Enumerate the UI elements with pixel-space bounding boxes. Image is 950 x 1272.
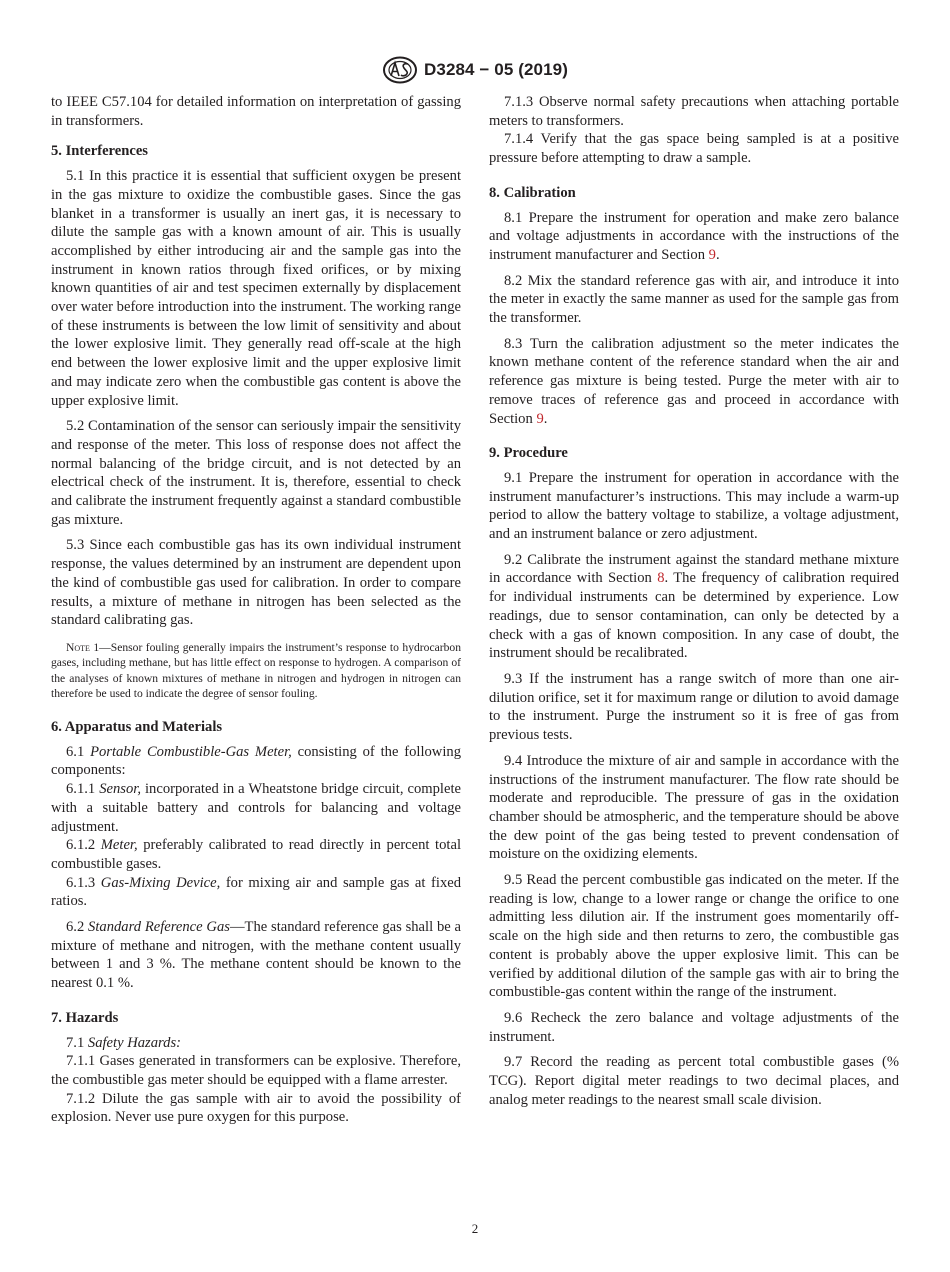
- astm-logo-icon: [382, 56, 418, 84]
- section-heading-8: 8. Calibration: [489, 184, 576, 201]
- note-text: —Sensor fouling generally impairs the instrument’s response to hydrocarbon gases, including methane, but has little effect on response to hydrogen. A comparison of the analyses of known mixtures of methane in nitrogen and hydrogen in nitrogen can therefore be used to indicate the degree of sensor fouling.: [51, 640, 461, 701]
- paragraph-7-1-4: 7.1.4 Verify that the gas space being sampled is at a positive pressure before attempting to draw a sample.: [489, 131, 899, 167]
- paragraph-7-1-3: 7.1.3 Observe normal safety precautions when attaching portable meters to transformers.: [489, 94, 899, 129]
- paragraph-6-1-2: 6.1.2 Meter, preferably calibrated to read directly in percent total combustible gases.: [51, 837, 461, 872]
- paragraph-9-7: 9.7 Record the reading as percent total combustible gases (% TCG). Report digital meter readings to two decimal places, and analog meter readings to the nearest small scale division.: [489, 1054, 899, 1108]
- section-heading-6: 6. Apparatus and Materials: [51, 718, 223, 735]
- section-heading-9: 9. Procedure: [489, 445, 568, 462]
- paragraph-6-1-1: 6.1.1 Sensor, incorporated in a Wheatstone bridge circuit, complete with a suitable battery and controls for balancing and voltage adjustment.: [51, 781, 461, 835]
- section-heading-7: 7. Hazards: [51, 1009, 119, 1026]
- section-9-link[interactable]: 9: [536, 410, 544, 427]
- paragraph-7-1: 7.1 Safety Hazards:: [66, 1034, 181, 1051]
- page-number: 2: [471, 1221, 479, 1236]
- paragraph-9-3: 9.3 If the instrument has a range switch of more than one air-dilution orifice, set it for maximum range or dilution to avoid damage to the instrument. Purge the instrument so it is free of gas from previous tests.: [489, 670, 899, 744]
- paragraph-9-4: 9.4 Introduce the mixture of air and sample in accordance with the instructions of the instrument manufacturer. The flow rate should be moderate and reproducible. The pressure of gas in the oxidation chamber should be atmospheric, and the temperature should be above the dew point of the gas being tested to prevent condensation of moisture on the oxidizing elements.: [489, 752, 899, 863]
- paragraph-6-2: 6.2 Standard Reference Gas—The standard reference gas shall be a mixture of methane and nitrogen, with the methane content usually between 1 and 3 %. The methane content should be known to the nearest 0.1 %.: [51, 919, 461, 992]
- paragraph-5-3: 5.3 Since each combustible gas has its own individual instrument response, the values determined by an instrument are dependent upon the kind of combustible gas used for calibration. In order to compare results, a mixture of methane in nitrogen has been selected as the standard calibrating gas.: [51, 537, 461, 629]
- paragraph-8-1: 8.1 Prepare the instrument for operation and make zero balance and voltage adjustments in accordance with the instructions of the instrument manufacturer and Section 9.: [489, 209, 899, 263]
- section-8-link[interactable]: 8: [657, 570, 665, 587]
- paragraph-8-3: 8.3 Turn the calibration adjustment so the meter indicates the known methane content of the reference standard when the air and reference gas mixture is being tested. Purge the meter with air to remove traces of reference gas and proceed in accordance with Section 9.: [489, 335, 899, 427]
- paragraph-7-1-1: 7.1.1 Gases generated in transformers can be explosive. Therefore, the combustible gas meter should be equipped with a flame arrester.: [51, 1053, 461, 1088]
- note-label: Note 1: [66, 640, 100, 654]
- paragraph-8-2: 8.2 Mix the standard reference gas with air, and introduce it into the meter in exactly the same manner as used for the sample gas from the transformer.: [489, 272, 899, 327]
- paragraph-7-1-2: 7.1.2 Dilute the gas sample with air to avoid the possibility of explosion. Never use pure oxygen for this purpose.: [51, 1090, 461, 1126]
- section-9-link[interactable]: 9: [708, 246, 716, 263]
- page-header: [0, 56, 950, 84]
- right-column: [489, 93, 899, 1109]
- standard-designation: D3284 − 05 (2019): [424, 60, 568, 79]
- section-heading-5: 5. Interferences: [51, 143, 148, 160]
- paragraph-5-2: 5.2 Contamination of the sensor can seriously impair the sensitivity and response of the meter. This loss of response does not affect the normal balancing of the bridge circuit, and is not detected by an electrical check of the instrument. It is, therefore, essential to check and calibrate the instrument frequently against a standard combustible gas mixture.: [51, 418, 461, 528]
- paragraph-9-1: 9.1 Prepare the instrument for operation in accordance with the instrument manufacturer’s instructions. This may include a warm-up period to allow the battery voltage to stabilize, a voltage adjustment, and an instrument balance or zero adjustment.: [489, 469, 899, 543]
- paragraph-9-6: 9.6 Recheck the zero balance and voltage adjustments of the instrument.: [489, 1009, 899, 1045]
- paragraph-5-1: 5.1 In this practice it is essential that sufficient oxygen be present in the gas mixture to oxidize the combustible gases. Since the gas blanket in a transformer is usually an inert gas, it is necessary to dilute the sample gas with a known amount of air. This is usually accomplished by either introducing air and the sample gas into the instrument in known ratios through fixed orifices, or by mixing known quantities of air and test specimen externally by displacement over water before introduction into the instrument. The working range of these instruments is between the low limit of sensitivity and about the lower explosive limit. They generally read off-scale at the high end between the lower explosive limit and the upper explosive limit and may indicate zero when the combustible gas content is above the upper explosive limit.: [51, 168, 461, 409]
- left-column: [51, 93, 461, 1127]
- paragraph-6-1: 6.1 Portable Combustible-Gas Meter, consisting of the following components:: [51, 743, 461, 779]
- note-1: [51, 640, 461, 702]
- paragraph-9-2: 9.2 Calibrate the instrument against the standard methane mixture in accordance with Section 8. The frequency of calibration required for individual instruments can be determined by experience. Low readings, due to sensor contamination, can only be detected by a check with a gas of known composition. In any case of doubt, the instrument should be recalibrated.: [489, 551, 899, 662]
- paragraph-6-1-3: 6.1.3 Gas-Mixing Device, for mixing air and sample gas at fixed ratios.: [51, 874, 462, 910]
- paragraph-continuation: to IEEE C57.104 for detailed information on interpretation of gassing in transformers.: [51, 94, 461, 129]
- paragraph-9-5: 9.5 Read the percent combustible gas indicated on the meter. If the reading is low, change to a lower range or change the orifice to one admitting less dilution air. If the instrument goes momentarily off-scale on the high side and then returns to zero, the combustible gas content is probably above the upper explosive limit. This can be verified by additional dilution of the sample gas with air to bring the combustible-gas content within the range of the instrument.: [489, 872, 899, 1001]
